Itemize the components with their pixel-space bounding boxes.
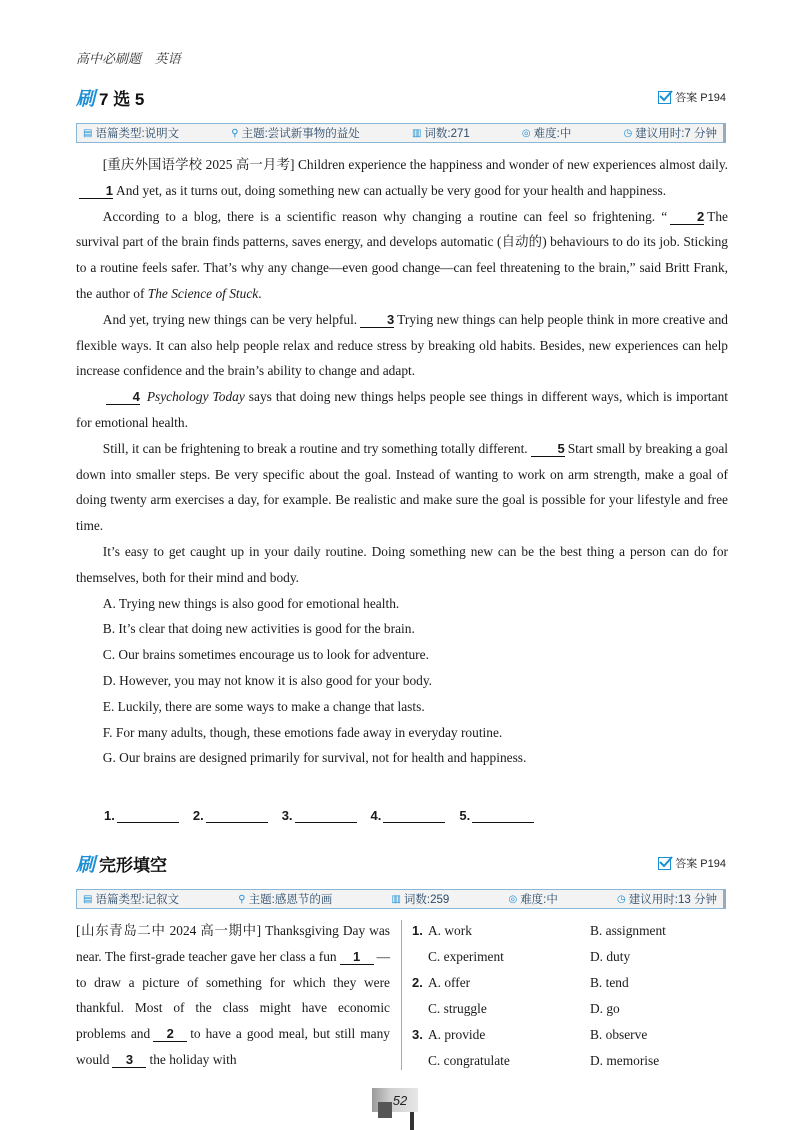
blank-1: 1: [79, 183, 113, 199]
paragraph: It’s easy to get caught up in your daily routine. Doing something new can be the best thing a person can do for themselves, both for their mind and body.: [76, 543, 728, 585]
difficulty-icon: ◎: [521, 127, 531, 139]
paragraph: [重庆外国语学校 2025 高一月考] Children experience the happiness and wonder of new experiences almost daily.1 And yet, as it turns out, doing something new can actually be very good for your health and happiness.: [76, 152, 728, 204]
option-b: B. It’s clear that doing new activities is good for the brain.: [102, 621, 415, 637]
info-words: ▥ 词数:271: [411, 127, 470, 140]
answer-page: 答案 P194: [675, 858, 726, 870]
blank-3: 3: [112, 1052, 146, 1068]
blank-2: 2: [153, 1026, 187, 1042]
blank-2: 2: [670, 209, 704, 225]
page-marker: [410, 1112, 414, 1130]
paragraph: [山东青岛二中 2024 高一期中] Thanksgiving Day was near. The first-grade teacher gave her class a fun 1 —to draw a picture of something for which they were thankful. Most of the class might have economic problems and 2 to have a good meal, but still many would 3 the holiday with: [76, 923, 390, 1067]
section-heading-seven-choose-five: [76, 84, 726, 110]
page-number: 52: [372, 1088, 418, 1112]
running-header: [76, 48, 181, 67]
difficulty-icon: ◎: [508, 893, 518, 905]
option-c: C. Our brains sometimes encourage us to look for adventure.: [102, 647, 429, 663]
answer-slot-4[interactable]: 4.: [371, 808, 446, 823]
answer-reference: [658, 855, 726, 871]
text-type-icon: ▤: [83, 893, 93, 905]
magnifier-icon: ⚲: [238, 893, 246, 905]
clock-icon: ◷: [617, 893, 626, 905]
cloze-passage: [76, 918, 390, 1073]
clock-icon: ◷: [623, 127, 633, 139]
info-time: ◷ 建议用时:7 分钟: [623, 127, 717, 140]
magnifier-icon: ⚲: [231, 127, 239, 139]
option-list: [76, 591, 728, 772]
blank-4: 4: [106, 389, 140, 405]
answer-reference: [658, 89, 726, 105]
info-type: ▤ 语篇类型:记叙文: [83, 893, 180, 906]
blank-1: 1: [340, 949, 374, 965]
info-difficulty: ◎ 难度:中: [521, 127, 572, 140]
option-f: F. For many adults, though, these emotions fade away in everyday routine.: [102, 724, 503, 740]
section-name: 7 选 5: [99, 89, 145, 109]
blank-5: 5: [531, 441, 565, 457]
section-title: [76, 850, 167, 877]
info-difficulty: ◎ 难度:中: [508, 893, 558, 906]
info-words: ▥ 词数:259: [391, 893, 450, 906]
info-theme: ⚲ 主题:尝试新事物的益处: [231, 127, 360, 140]
book-title: 高中必刷题: [76, 51, 142, 66]
brush-mark: 刷: [76, 854, 96, 876]
option-g: G. Our brains are designed primarily for survival, not for health and happiness.: [102, 750, 527, 766]
checkbox-icon: [658, 857, 671, 870]
passage: [76, 152, 728, 771]
section-name: 完形填空: [99, 855, 168, 875]
paragraph: And yet, trying new things can be very helpful. 3 Trying new things can help people think in more creative and flexible ways. It can also help people relax and reduce stress by breaking old habits. Besides, new experiences can help increase confidence and the brain’s ability to change and adapt.: [76, 311, 728, 379]
answer-slot-1[interactable]: 1.: [104, 808, 179, 823]
text-type-icon: ▤: [83, 127, 93, 139]
cloze-option-list: [412, 918, 732, 1074]
checkbox-icon: [658, 91, 671, 104]
option-d: D. However, you may not know it is also good for your body.: [102, 672, 433, 688]
answer-slot-2[interactable]: 2.: [193, 808, 268, 823]
paragraph: According to a blog, there is a scientific reason why changing a routine can feel so frightening. “ 2 The survival part of the brain finds patterns, saves energy, and develops automatic (自动的) behaviours to do its job. Sticking to a routine feels safer. That’s why any change—even good change—can feel threatening to the brain,” said Britt Frank, the author of The Science of Stuck.: [76, 208, 728, 301]
option-row: 2. A. offer B. tend: [412, 975, 629, 990]
section-title: [76, 84, 144, 111]
paragraph: Still, it can be frightening to break a routine and try something totally different. 5 Start small by breaking a goal down into smaller steps. Be very specific about the goal. Instead of wanting to work on arm strength, make a goal of doing twenty arm exercises a day, for example. Be realistic and make sure the goal is possible for your lifestyle and free time.: [76, 440, 728, 534]
option-e: E. Luckily, there are some ways to make a change that lasts.: [102, 698, 425, 714]
answer-slot-3[interactable]: 3.: [282, 808, 357, 823]
section-heading-cloze: [76, 850, 726, 876]
brush-mark: 刷: [76, 88, 96, 110]
option-row: 1. A. work B. assignment: [412, 923, 666, 938]
answer-line: [104, 808, 534, 823]
blank-3: 3: [360, 312, 394, 328]
answer-slot-5[interactable]: 5.: [459, 808, 534, 823]
answer-page: 答案 P194: [675, 92, 726, 104]
option-row: C. struggle D. go: [428, 1001, 620, 1016]
info-bar: [76, 123, 726, 143]
word-count-icon: ▥: [391, 893, 401, 905]
option-a: A. Trying new things is also good for emotional health.: [102, 595, 400, 611]
option-row: C. experiment D. duty: [428, 949, 631, 964]
info-theme: ⚲ 主题:感恩节的画: [238, 893, 333, 906]
option-row: 3. A. provide B. observe: [412, 1027, 648, 1042]
word-count-icon: ▥: [411, 127, 422, 139]
info-type: ▤ 语篇类型:说明文: [83, 127, 180, 140]
paragraph: 4 Psychology Today says that doing new things helps people see things in different ways, which is important for emotional health.: [76, 389, 728, 430]
info-bar: [76, 889, 726, 909]
subject-label: 英语: [154, 51, 181, 66]
option-row: C. congratulate D. memorise: [428, 1053, 660, 1068]
column-divider: [401, 920, 402, 1070]
info-time: ◷ 建议用时:13 分钟: [617, 893, 717, 906]
